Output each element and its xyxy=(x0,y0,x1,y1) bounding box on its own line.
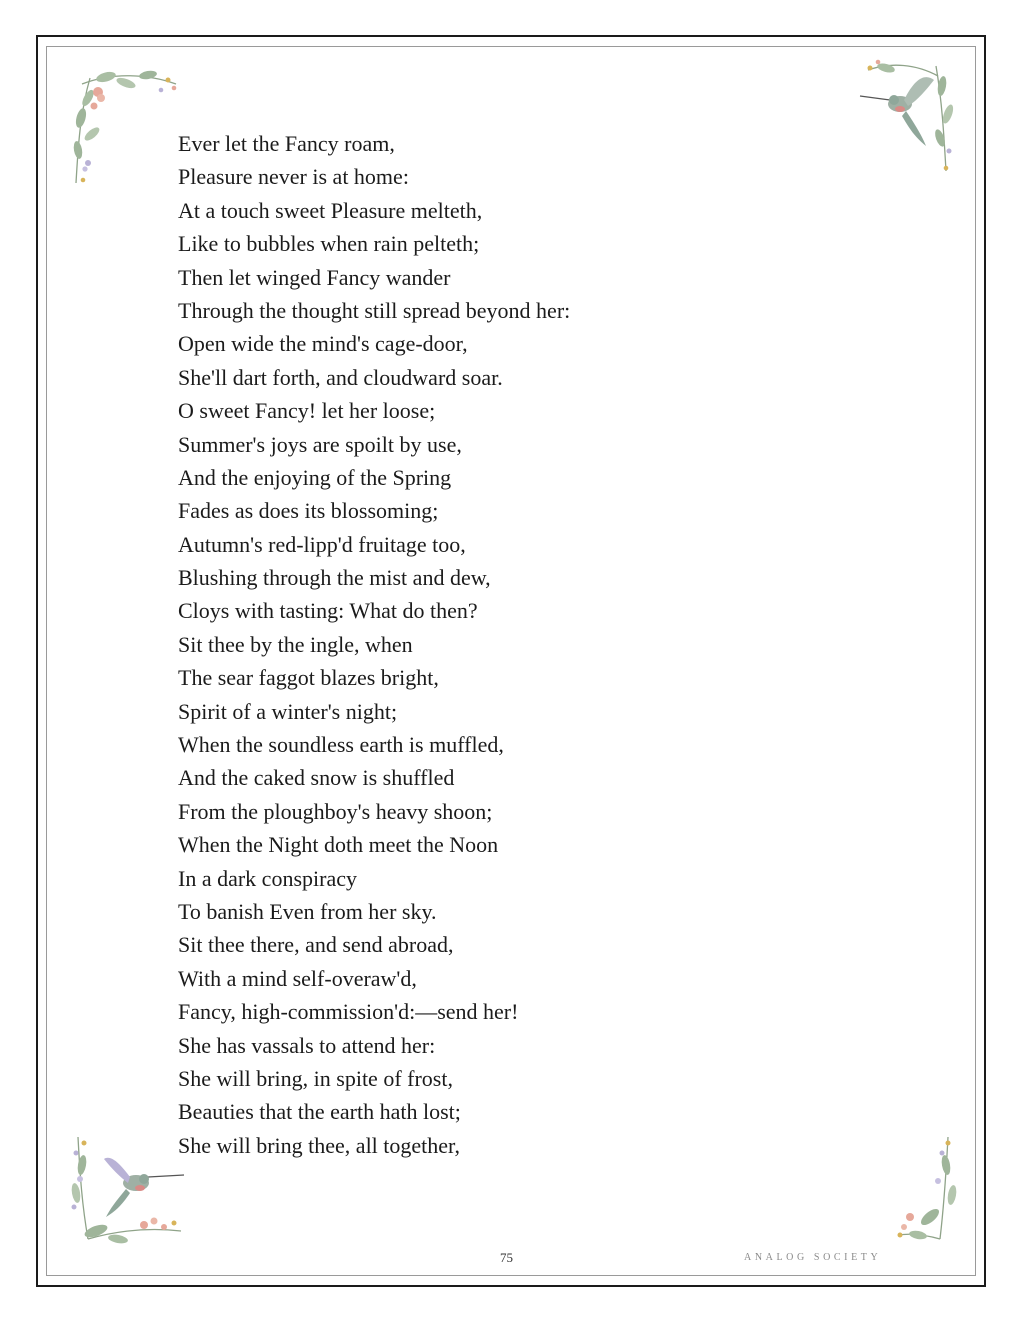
poem-line: Ever let the Fancy roam, xyxy=(178,131,395,156)
poem-line: Like to bubbles when rain pelteth; xyxy=(178,231,480,257)
floral-corner-top-left-illustration xyxy=(68,68,183,188)
poem-line: With a mind self-overaw'd, xyxy=(178,965,417,991)
hummingbird-icon xyxy=(104,1158,184,1217)
poem-text xyxy=(178,127,570,1162)
poem-line: Beauties that the earth hath lost; xyxy=(178,1099,461,1125)
floral-corner-bottom-right-illustration xyxy=(890,1135,960,1247)
poem-line: Autumn's red-lipp'd fruitage too, xyxy=(178,531,466,557)
poem-line: And the enjoying of the Spring xyxy=(178,464,452,490)
poem-line: Cloys with tasting: What do then? xyxy=(178,598,478,624)
poem-line: She'll dart forth, and cloudward soar. xyxy=(178,364,503,390)
poem-line: And the caked snow is shuffled xyxy=(178,765,455,791)
poem-line: Sit thee by the ingle, when xyxy=(178,631,413,657)
hummingbird-floral-bottom-left-illustration xyxy=(66,1135,188,1247)
poem-line: She will bring, in spite of frost, xyxy=(178,1065,453,1091)
poem-line: Blushing through the mist and dew, xyxy=(178,565,491,591)
poem-line: Open wide the mind's cage-door, xyxy=(178,331,468,357)
poem-line: Pleasure never is at home: xyxy=(178,164,409,190)
poem-line: From the ploughboy's heavy shoon; xyxy=(178,798,493,824)
poem-line: The sear faggot blazes bright, xyxy=(178,665,439,691)
poem-line: Through the thought still spread beyond her: xyxy=(178,297,571,323)
poem-line: Sit thee there, and send abroad, xyxy=(178,932,454,958)
poem-line: She has vassals to attend her: xyxy=(178,1032,436,1058)
poem-line: Summer's joys are spoilt by use, xyxy=(178,431,462,457)
brand-footer: ANALOG SOCIETY xyxy=(744,1252,882,1263)
poem-line: When the soundless earth is muffled, xyxy=(178,732,504,758)
hummingbird-icon xyxy=(860,77,934,146)
poem-line: Then let winged Fancy wander xyxy=(178,264,451,290)
poem-line: When the Night doth meet the Noon xyxy=(178,832,499,858)
poem-line: She will bring thee, all together, xyxy=(178,1132,460,1158)
poem-line: Fancy, high-commission'd:—send her! xyxy=(178,999,519,1025)
poem-line: Spirit of a winter's night; xyxy=(178,698,398,724)
page-number: 75 xyxy=(500,1250,513,1265)
hummingbird-floral-top-right-illustration xyxy=(856,56,956,176)
poem-line: O sweet Fancy! let her loose; xyxy=(178,398,436,424)
poem-line: At a touch sweet Pleasure melteth, xyxy=(178,197,483,223)
poem-line: Fades as does its blossoming; xyxy=(178,498,439,524)
poem-line: In a dark conspiracy xyxy=(178,865,357,891)
poem-line: To banish Even from her sky. xyxy=(178,898,437,924)
